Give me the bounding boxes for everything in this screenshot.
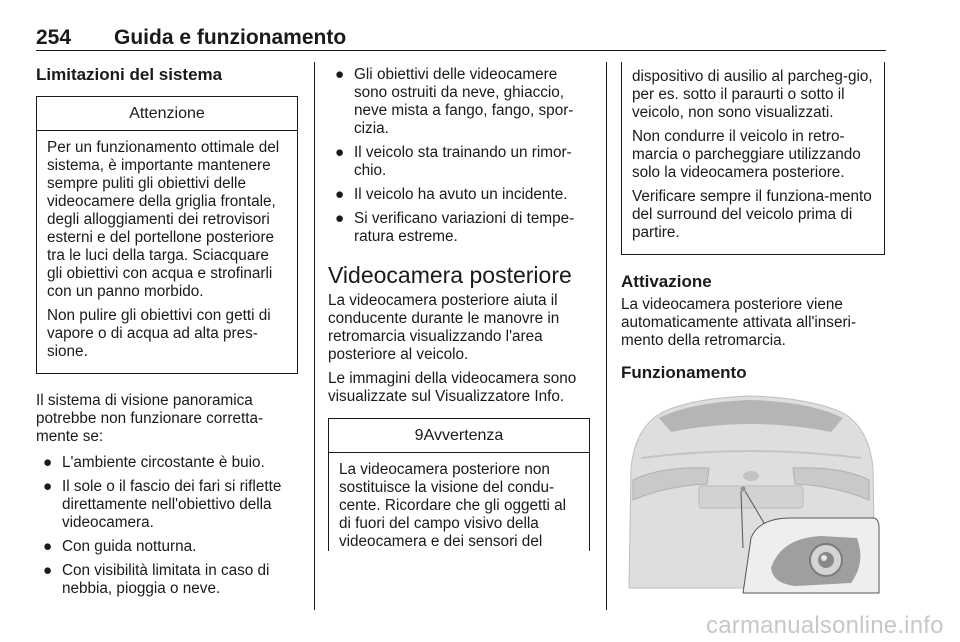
limitations-list-continued: [328, 66, 590, 246]
section-title-operation: Funzionamento: [621, 363, 747, 382]
list-item: ● Gli obiettivi delle videocamere sono ostruiti da neve, ghiaccio, neve mista a fango, fango, spor-cizia.: [335, 66, 574, 137]
rear-camera-paragraph-2: Le immagini della videocamera sono visualizzate sul Visualizzatore Info.: [328, 370, 577, 405]
warning-text: La videocamera posteriore non sostituisce la visione del condu-cente. Ricordare che gli oggetti al di fuori del campo visivo della videocamera e dei sensori del: [339, 461, 567, 550]
attention-box: [36, 96, 298, 374]
rear-camera-illustration: [621, 388, 881, 598]
warning-icon: 9: [414, 427, 424, 444]
list-item: ● Con visibilità limitata in caso di nebbia, pioggia o neve.: [43, 562, 270, 597]
column-3: [621, 62, 885, 382]
attention-paragraph-1: Per un funzionamento ottimale del sistema, è importante mantenere sempre puliti gli obiettivi delle videocamere della griglia frontale, degli alloggiamenti dei retrovisori esterni e del portellone posteriore tra le luci della targa. Sciacquare gli obiettivi con acqua e strofinarli con un panno morbido.: [47, 139, 280, 300]
limitations-list: [36, 454, 298, 598]
rear-camera-paragraph-1: La videocamera posteriore aiuta il conducente durante le manovre in retromarcia visualizzando l'area posteriore al veicolo.: [328, 292, 560, 363]
section-title-limitations: Limitazioni del sistema: [36, 65, 223, 84]
limitations-intro: Il sistema di visione panoramica potrebbe non funzionare corretta-mente se:: [36, 392, 264, 445]
warning-cont-paragraph-2: Non condurre il veicolo in retro-marcia o parcheggiare utilizzando solo la videocamera posteriore.: [632, 128, 861, 181]
list-item: ● Si verificano variazioni di tempe-ratura estreme.: [335, 210, 575, 245]
attention-paragraph-2: Non pulire gli obiettivi con getti di vapore o di acqua ad alta pres-sione.: [47, 307, 271, 360]
column-1: [36, 66, 298, 604]
watermark: carmanualsonline.info: [706, 612, 944, 639]
list-item: ● Il veicolo ha avuto un incidente.: [335, 186, 568, 203]
warning-box-continued: [621, 62, 885, 255]
column-divider-2: [606, 62, 607, 610]
list-item: ● Il veicolo sta trainando un rimor-chio.: [335, 144, 572, 179]
list-item: ● L'ambiente circostante è buio.: [43, 454, 265, 471]
page-title: Guida e funzionamento: [114, 26, 347, 49]
page-number: 254: [36, 26, 72, 49]
warning-box: [328, 418, 590, 551]
warning-box-title: 9Avvertenza: [329, 419, 589, 453]
column-divider-1: [314, 62, 315, 610]
column-2: [328, 66, 590, 551]
warning-cont-paragraph-3: Verificare sempre il funziona-mento del surround del veicolo prima di partire.: [632, 188, 872, 241]
list-item: ● Il sole o il fascio dei fari si riflette direttamente nell'obiettivo della videocamera.: [43, 478, 282, 531]
section-title-rear-camera: Videocamera posteriore: [328, 262, 572, 288]
section-title-activation: Attivazione: [621, 272, 712, 291]
attention-box-title: Attenzione: [37, 97, 297, 131]
header-rule: [36, 50, 886, 51]
activation-text: La videocamera posteriore viene automaticamente attivata all'inseri-mento della retromarcia.: [621, 296, 857, 349]
warning-cont-paragraph-1: dispositivo di ausilio al parcheg-gio, per es. sotto il paraurti o sotto il veicolo, non sono visualizzati.: [632, 68, 873, 121]
list-item: ● Con guida notturna.: [43, 538, 197, 555]
